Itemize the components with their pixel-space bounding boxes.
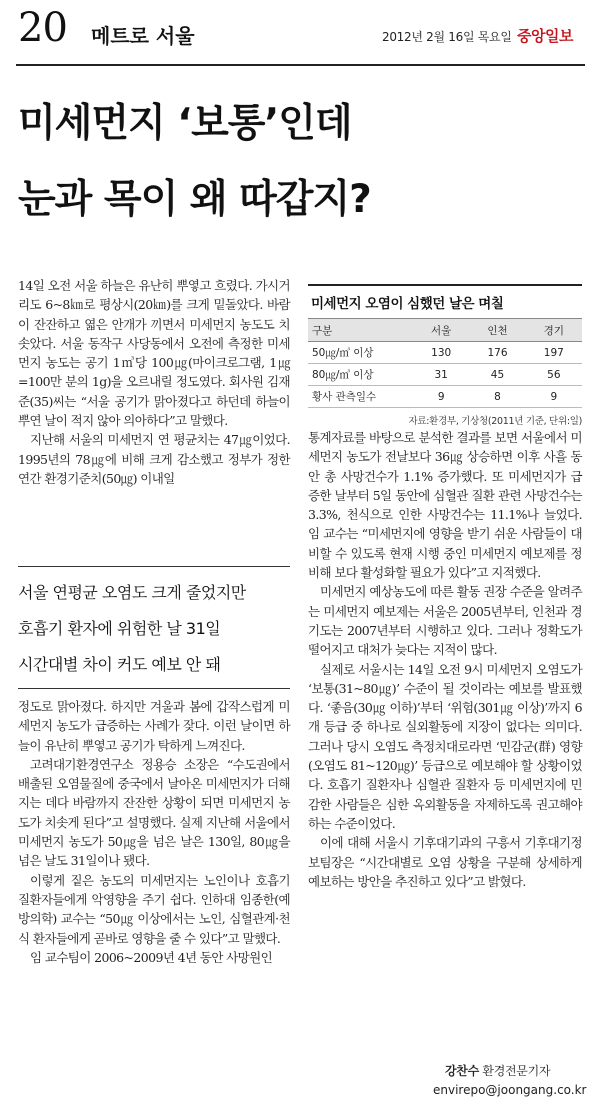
article-column-left-top (18, 276, 290, 488)
subheadline-block (18, 575, 290, 683)
article-paragraph: 실제로 서울시는 14일 오전 9시 미세먼지 오염도가 ‘보통(31~80㎍)’ 수준이 될 것이라는 예보를 발표했다. ‘좋음(30㎍ 이하)’부터 ‘위험(301㎍ 이상)’까지 6개 등급 중 하나로 실외활동에 지장이 없다는 의미다. 그러나 당시 오염도 측정치대로라면 ‘민감군(群) 영향(오염도 81~120㎍)’ 등급으로 예보해야 할 상황이었다. 호흡기 질환자나 심혈관 질환자 등 미세먼지에 민감한 사람들은 심한 옥외활동을 자제하도록 권고해야 하는 수준이었다. (308, 661, 582, 831)
page-header (0, 0, 600, 64)
publication-date: 2012년 2월 16일 목요일 (382, 30, 512, 44)
article-paragraph: 지난해 서울의 미세먼지 연 평균치는 47㎍이었다. 1995년의 78㎍에 비해 크게 감소했고 정부가 정한 연간 환경기준치(50㎍) 이내일 (18, 432, 290, 486)
table-row (308, 342, 582, 364)
table-source-note: 자료:환경부, 기상청(2011년 기준, 단위:일) (408, 416, 582, 427)
table-cell: 황사 관측일수 (308, 386, 413, 408)
table-header-row (308, 319, 582, 342)
table-header-cell: 구분 (308, 319, 413, 342)
page-number: 20 (18, 5, 67, 51)
article-paragraph: 고려대기환경연구소 정용승 소장은 “수도권에서 배출된 오염물질에 중국에서 날아온 미세먼지가 더해지는 데다 바람까지 잔잔한 상황이 되면 미세먼지 농도가 치솟게 된다”고 설명했다. 실제 지난해 서울에서 미세먼지 농도가 50㎍을 넘은 날은 130일, 80㎍을 넘은 날도 31일이나 됐다. (18, 756, 290, 869)
article-paragraph: 14일 오전 서울 하늘은 유난히 뿌옇고 흐렸다. 가시거리도 6~8㎞로 평상시(20㎞)를 크게 밑돌았다. 바람이 잔잔하고 엷은 안개가 끼면서 미세먼지 농도도 치솟았다. 서울 동작구 사당동에서 오전에 측정한 미세먼지 농도는 공기 1㎥당 100㎍(마이크로그램, 1㎍=100만 분의 1g)을 오르내릴 정도였다. 회사원 김재준(35)씨는 “서울 공기가 맑아졌다고 하던데 하늘이 뿌연 날이 적지 않아 의아하다”고 말했다. (18, 278, 290, 429)
table-cell: 45 (469, 364, 525, 386)
data-table-box (308, 284, 582, 427)
dust-days-table (308, 318, 582, 408)
article-paragraph: 정도로 맑아졌다. 하지만 겨울과 봄에 갑작스럽게 미세먼지 농도가 급증하는 사례가 잦다. 이런 날이면 하늘이 유난히 뿌옇고 공기가 탁하게 느껴진다. (18, 699, 290, 753)
table-cell: 50㎍/㎥ 이상 (308, 342, 413, 364)
table-cell: 130 (413, 342, 469, 364)
table-header-cell: 경기 (526, 319, 582, 342)
subhead-bottom-rule (18, 688, 290, 689)
article-paragraph: 미세먼지 예상농도에 따른 활동 권장 수준을 알려주는 미세먼지 예보제는 서울은 2005년부터, 인천과 경기도는 2007년부터 시행하고 있다. 그러나 정확도가 떨어지고 대처가 늦다는 지적이 많다. (308, 584, 582, 658)
table-row (308, 364, 582, 386)
article-paragraph: 임 교수팀이 2006~2009년 4년 동안 사망원인 (30, 949, 273, 965)
article-paragraph: 이렇게 짙은 농도의 미세먼지는 노인이나 호흡기 질환자들에게 악영향을 주기 쉽다. 인하대 임종한(예방의학) 교수는 “50㎍ 이상에서는 노인, 심혈관계·천식 환자들에게 곧바로 영향을 줄 수 있다”고 말했다. (18, 872, 290, 946)
article-paragraph: 이에 대해 서울시 기후대기과의 구흥서 기후대기정보팀장은 “시간대별로 오염 상황을 구분해 상세하게 예보하는 방안을 추진하고 있다”고 밝혔다. (308, 835, 582, 889)
table-row (308, 386, 582, 408)
header-rule (16, 64, 585, 66)
reporter-name: 강찬수 (445, 1064, 479, 1078)
byline (445, 1062, 550, 1079)
table-header-cell: 인천 (469, 319, 525, 342)
headline-line-2: 눈과 목이 왜 따갑지? (18, 177, 371, 222)
subheadline-3: 시간대별 차이 커도 예보 안 돼 (18, 655, 221, 674)
subhead-top-rule (18, 566, 290, 567)
table-cell: 8 (469, 386, 525, 408)
table-cell: 9 (413, 386, 469, 408)
table-cell: 9 (526, 386, 582, 408)
subheadline-2: 호흡기 환자에 위험한 날 31일 (18, 619, 221, 638)
subheadline-1: 서울 연평균 오염도 크게 줄었지만 (18, 583, 246, 602)
article-column-right (308, 428, 582, 891)
section-title: 메트로 서울 (91, 24, 195, 48)
table-header-cell: 서울 (413, 319, 469, 342)
newspaper-logo: 중앙일보 (517, 27, 573, 45)
article-paragraph: 통계자료를 바탕으로 분석한 결과를 보면 서울에서 미세먼지 농도가 전날보다 36㎍ 상승하면 이후 사흘 동안 총 사망건수가 1.1% 증가했다. 또 미세먼지가 급증한 날부터 5일 동안에 심혈관 질환 관련 사망건수는 3.3%, 천식으로 인한 사망건수는 11.1%나 늘었다. 임 교수는 “미세먼지에 영향을 받기 쉬운 사람들이 대비할 수 있도록 현재 시행 중인 미세먼지 예보제를 정비해 보다 활성화할 필요가 있다”고 지적했다. (308, 430, 582, 581)
reporter-email: envirepo@joongang.co.kr (433, 1083, 587, 1097)
article-column-left-bottom (18, 697, 290, 967)
table-cell: 31 (413, 364, 469, 386)
reporter-title: 환경전문기자 (482, 1064, 551, 1078)
table-cell: 197 (526, 342, 582, 364)
table-title: 미세먼지 오염이 심했던 날은 며칠 (311, 296, 504, 312)
table-cell: 56 (526, 364, 582, 386)
table-cell: 176 (469, 342, 525, 364)
headline-line-1: 미세먼지 ‘보통’인데 (18, 101, 352, 146)
table-cell: 80㎍/㎥ 이상 (308, 364, 413, 386)
